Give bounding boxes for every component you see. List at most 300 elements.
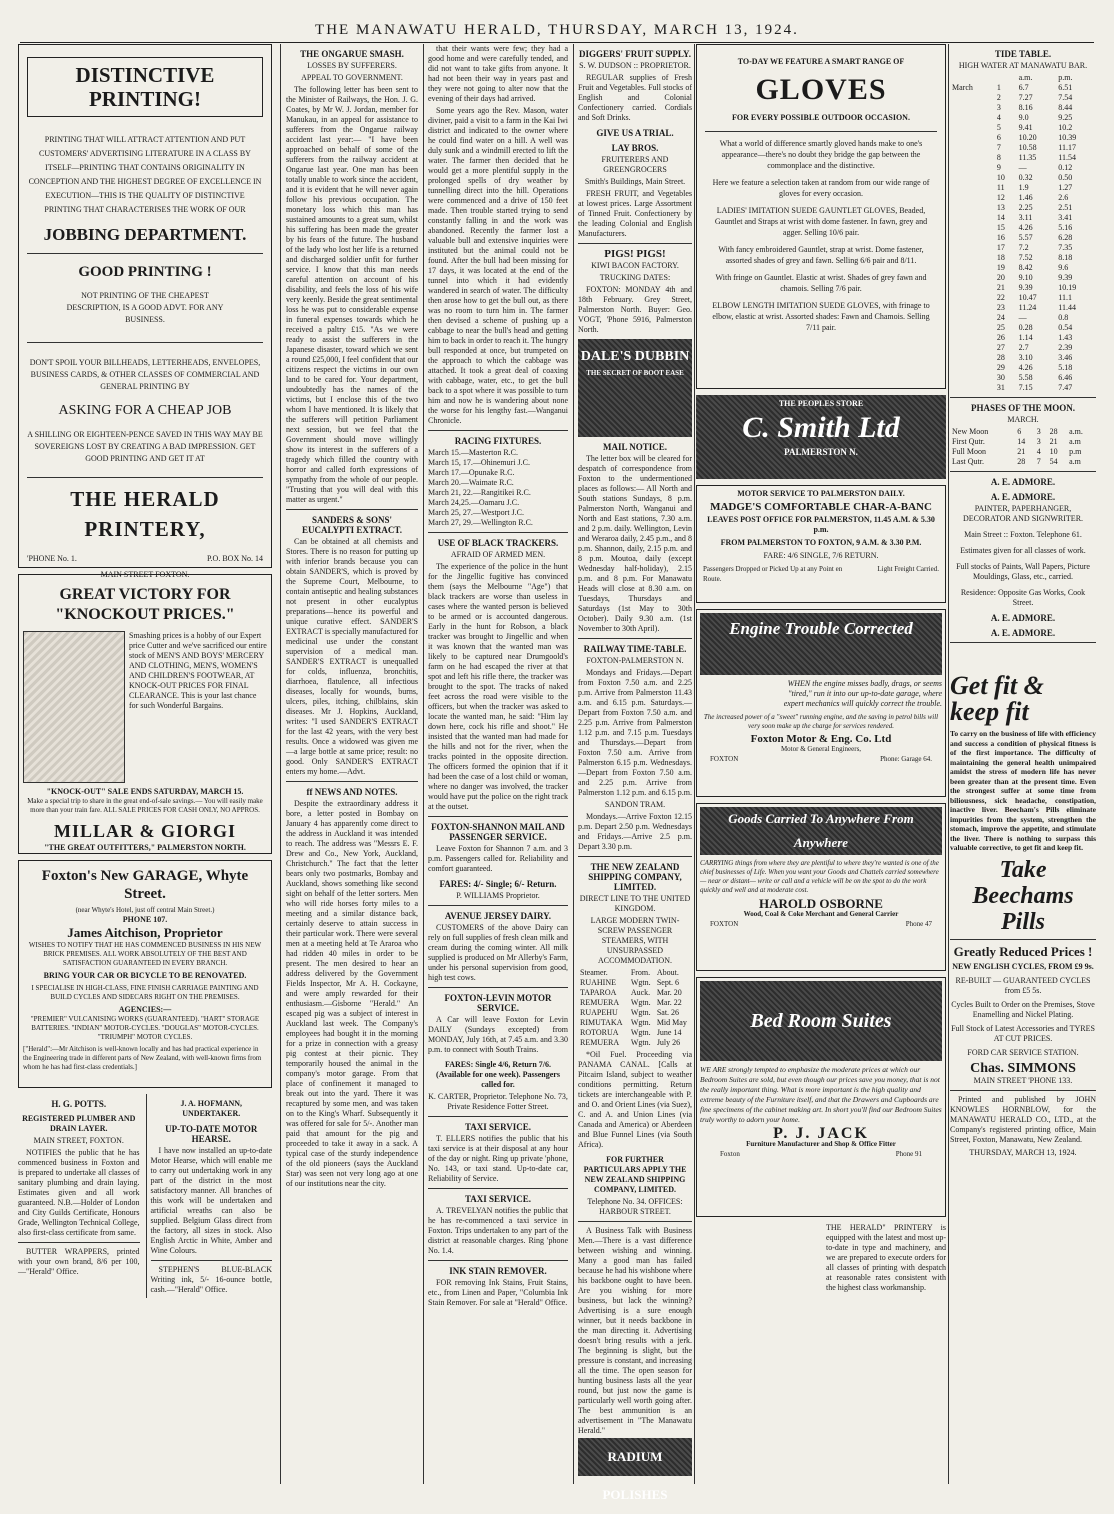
potts-sub: REGISTERED PLUMBER AND DRAIN LAYER. — [22, 1114, 136, 1133]
mail-body: The letter box will be cleared for despatch of correspondence from Foxton to the undermentioned places as follows:— All North and South stations Sundays, 8 p.m. Palmerston North, Wanganui and North and East stations, 7.30 a.m. and 2 p.m. daily. Wellington, Levin and Weraroa daily, 2.45 p.m., and 8 p.m. Shannon, daily, 2.15 p.m. and 8 p.m. Moutoa, daily (except Wednesday half-holiday), 2.15 p.m. and 8 p.m. For Manawatu Heads will close at 8.30 a.m. on Tuesdays, Thursdays and Saturdays (1st May to 30th October). Daily 9.30 a.m. (1st November to 30th April). — [578, 454, 692, 633]
table-cell: 23 — [996, 303, 1005, 312]
table-row — [950, 263, 1096, 273]
garage-near: (near Whyte's Hotel, just off central Main Street.) — [75, 906, 215, 914]
tide-month — [950, 373, 995, 383]
agency-list: "PREMIER" VULCANISING WORKS (GUARANTEED). "HART" STORAGE BATTERIES. "INDIAN" MOTOR-CYCLES. "DOUGLAS" MOTOR-CYCLES. "TRIUMPH" MOTOR CYCLES. — [30, 1015, 260, 1041]
table-cell: 1.46 — [1018, 193, 1033, 202]
table-cell: 6 — [996, 133, 1001, 142]
table-cell: 21 — [1017, 447, 1026, 456]
foxton-motor-addr: FOXTON — [710, 755, 739, 763]
table-cell: Mar. 22 — [656, 998, 682, 1007]
table-cell: 9.0 — [1018, 113, 1029, 122]
column-rule — [948, 44, 949, 1484]
tide-month — [950, 293, 995, 303]
shipping-title: THE NEW ZEALAND SHIPPING COMPANY, LIMITED. — [588, 862, 682, 892]
tide-month — [950, 273, 995, 283]
ship-notes: *Oil Fuel. Proceeding via PANAMA CANAL. [Calls at Pitcairn Island, subject to weather conditions permitting. Return tickets are interchangeable with P. and O. and Orient Lines (via Suez), C. and A. and Union Lines (via Canada and America) or Aberdeen and Blue Funnel Lines (via South Africa). — [578, 1050, 692, 1149]
table-cell: 10.58 — [1018, 143, 1037, 152]
tide-month — [950, 313, 995, 323]
table-cell: — — [1018, 163, 1027, 172]
table-row — [950, 253, 1096, 263]
table-cell: 0.50 — [1058, 173, 1073, 182]
cycles-rebuilt: RE-BUILT — GUARANTEED CYCLES from £5 5s. — [955, 975, 1091, 995]
table-cell: 30 — [996, 373, 1005, 382]
victory-body: Smashing prices is a hobby of our Expert price Cutter and we've sacrificed our entire stock of MEN'S AND BOYS' MERCERY AND CLOTHING, MEN'S, WOMEN'S AND CHILDREN'S FOOTWEAR, AT KNOCK-OUT PRICES FOR FINAL CLEARANCE. This is your last chance for such Wonderful Bargains. — [129, 631, 267, 710]
table-cell: 9.41 — [1018, 123, 1033, 132]
table-cell: 21 — [1049, 437, 1058, 446]
table-header: Steamer. — [580, 968, 608, 977]
garage-phone: PHONE 107. — [122, 915, 168, 924]
table-row — [950, 323, 1096, 333]
tide-month — [950, 173, 995, 183]
table-row — [950, 373, 1096, 383]
fruiterers: FRUITERERS AND GREENGROCERS — [601, 155, 669, 174]
garage-title: Foxton's New GARAGE, Whyte Street. — [41, 868, 249, 902]
table-cell: 18 — [996, 253, 1005, 262]
table-header: About. — [656, 968, 679, 977]
table-cell: Wgtn. — [630, 1018, 651, 1027]
table-cell: 28 — [1049, 427, 1058, 436]
table-cell: 2.6 — [1058, 193, 1069, 202]
gloves-fringe: With fringe on Gauntlet. Elastic at wrist. Shades of grey fawn and chamois. Selling 7/6 pair. — [715, 273, 927, 293]
table-cell: 5 — [996, 123, 1001, 132]
good-printing-heading: GOOD PRINTING ! — [78, 264, 212, 280]
table-cell: 16 — [996, 233, 1005, 242]
table-cell: 1.27 — [1058, 183, 1073, 192]
table-row — [950, 427, 1096, 437]
table-row — [950, 273, 1096, 283]
table-cell: 11 — [996, 183, 1005, 192]
tide-sub: HIGH WATER AT MANAWATU BAR. — [958, 61, 1088, 70]
tide-month — [950, 113, 995, 123]
table-cell: a.m — [1069, 437, 1081, 446]
table-row — [950, 293, 1096, 303]
tide-month — [950, 123, 995, 133]
tide-title: TIDE TABLE. — [994, 49, 1052, 59]
tide-month — [950, 243, 995, 253]
table-cell: Wgtn. — [630, 1008, 651, 1017]
bedroom-body: WE ARE strongly tempted to emphasize the moderate prices at which our Bedroom Suites are sold, but even though our prices save you money, that is not the really important thing. What is more important is the high quality and extreme beauty of the Furniture itself, and that the Drawers and Cupboards are fine specimens of the cabinet making art. In short you'll find our Bedroom Suites truly worthy to adorn your home. — [700, 1065, 942, 1124]
table-row — [950, 283, 1096, 293]
admore-name-4: A. E. ADMORE. — [990, 628, 1056, 638]
spoil-body: DON'T SPOIL YOUR BILLHEADS, LETTERHEADS, ENVELOPES, BUSINESS CARDS, & OTHER CLASSES OF COMMERCIAL AND GENERAL PRINTING BY — [29, 358, 261, 391]
shipping-body: LARGE MODERN TWIN-SCREW PASSENGER STEAMERS, WITH UNSURPASSED ACCOMMODATION. — [590, 916, 680, 965]
table-row — [950, 213, 1096, 223]
table-cell: New Moon — [952, 427, 989, 436]
table-cell: 11.1 — [1058, 293, 1072, 302]
dudson-body: REGULAR supplies of Fresh Fruit and Vegetables. Full stocks of English and Colonial Confectionery carried. Cordials and Soft Drinks. — [578, 73, 692, 122]
table-cell: p.m — [1069, 447, 1082, 456]
table-cell: Wgtn. — [630, 1038, 651, 1047]
tide-month — [950, 333, 995, 343]
table-cell: 1.43 — [1058, 333, 1073, 342]
simmons-name: Chas. SIMMONS — [970, 1060, 1076, 1076]
garage-body: WISHES TO NOTIFY THAT HE HAS COMMENCED BUSINESS IN HIS NEW BRICK PREMISES. ALL WORK ABSOLUTELY OF THE BEST AND SATISFACTION GUARANTEED IN EVERY BRANCH. — [28, 941, 262, 967]
foxton-motor-sub: Motor & General Engineers, — [780, 745, 862, 753]
printery-address: MAIN STREET FOXTON. — [100, 570, 190, 579]
tide-month — [950, 323, 995, 333]
racing-title: RACING FIXTURES. — [454, 436, 542, 446]
lay-bros: LAY BROS. — [611, 143, 659, 153]
specialise: I SPECIALISE IN HIGH-CLASS, FINE FINISH CARRIAGE PAINTING AND BUILD CYCLES AND SIDECARS RIGHT ON THE PREMISES. — [31, 984, 259, 1001]
news-body: Despite the extraordinary address it bore, a letter posted in Bombay on January 4 has apparently come direct to the address in Auckland it was intended to reach. The address was "Messrs E. F. Drew and Co., New York, Auckland, Christchurch." The fact that the letter bears only two postmarks, Bombay and Auckland, shows something like second sight on behalf of the letter sorters. Men who will ride horses forty miles to a meeting and a similar distance back, certainly deserve to attain success in their particular work. There were several men at a meeting held at Te Araroa who had ridden 40 miles in order to be present. The men desired to hear an address delivered by the Government Fields Inspector, Mr A. H. Cockayne, and were amply rewarded for their enthusiasm.—Gisborne "Herald." An escaped pig was a subject of interest in Auckland last week. The Company's employees had bought it in the morning for a prize in connection with a greasy pig contest at their picnic. They temporarily housed the animal in the company's motor garage. From that place of confinement it managed to break out into the yard. There it was recaptured by some men, and was taken on to the King's Wharf. Subsequently it was offered for sale for 5/-. Another man paid that amount for the pig and proceeded to take it away in a sack. A typical case of the sturdy independence of the old pioneers (says the Auckland Star) was seen not very long ago at one of our institutions near the city. — [286, 799, 418, 1188]
ongarue-sub2: APPEAL TO GOVERNMENT. — [301, 73, 403, 82]
table-cell: 9.39 — [1018, 283, 1033, 292]
printery-phone: 'PHONE No. 1. — [27, 554, 77, 563]
herald-note: ["Herald":—Mr Aitchison is well-known locally and has had practical experience in the Engineering trade in different parts of New Zealand, with well-known firms from whom he has had first-class credentials.] — [23, 1045, 262, 1071]
printery-pobox: P.O. BOX No. 14 — [206, 554, 263, 563]
boxer-illustration — [23, 631, 125, 783]
table-cell: 2.39 — [1058, 343, 1073, 352]
masthead: THE MANAWATU HERALD, THURSDAY, MARCH 13, 1924. — [20, 22, 1094, 43]
table-cell: Wgtn. — [630, 998, 651, 1007]
table-row — [950, 133, 1096, 143]
table-cell: ROTORUA — [580, 1028, 619, 1037]
table-cell: Sat. 26 — [656, 1008, 680, 1017]
table-cell: 3.10 — [1018, 353, 1033, 362]
sanders-title: SANDERS & SONS' EUCALYPTI EXTRACT. — [301, 515, 403, 535]
shipping-apply: FOR FURTHER PARTICULARS APPLY THE NEW ZEALAND SHIPPING COMPANY, LIMITED. — [583, 1155, 687, 1194]
table-row — [950, 353, 1096, 363]
table-cell: 2.25 — [1018, 203, 1033, 212]
gloves-occasion: FOR EVERY POSSIBLE OUTDOOR OCCASION. — [732, 113, 910, 122]
herald-printery-notice: THE HERALD" PRINTERY is equipped with the latest and most up-to-date in type and machinery, and we are prepared to execute orders for all classes of printing with despatch at reasonable rates consistent with the highest class workmanship. — [826, 1223, 946, 1292]
tide-month — [950, 383, 995, 393]
table-cell: 11.24 — [1018, 303, 1037, 312]
tide-month — [950, 213, 995, 223]
potts-body: NOTIFIES the public that he has commenced business in Foxton and is prepared to undertake all classes of sanitary plumbing and drain laying. Estimates given and all work guaranteed. N.B.—Holder of London and City Guilds Certificate, Honours Grade, Wellington Technical College, also first-class certificate from same. — [18, 1148, 140, 1237]
tide-month — [950, 193, 995, 203]
table-row — [950, 437, 1096, 447]
gloves-intro: TO-DAY WE FEATURE A SMART RANGE OF — [737, 57, 905, 66]
table-cell: 7.35 — [1058, 243, 1073, 252]
table-cell: 6.7 — [1018, 83, 1029, 92]
jack-sub: Furniture Manufacturer and Shop & Office Fitter — [746, 1140, 896, 1148]
dudson: S. W. DUDSON :: PROPRIETOR. — [579, 61, 691, 70]
table-cell: 0.32 — [1018, 173, 1033, 182]
table-cell: 2.51 — [1058, 203, 1073, 212]
engine-note: The increased power of a "sweet" running engine, and the saving in petrol bills will very soon make up the charge for services rendered. — [703, 713, 939, 730]
column-rule — [423, 44, 424, 1484]
madge-advert — [696, 485, 946, 603]
table-row — [950, 457, 1096, 467]
table-cell: Wgtn. — [630, 978, 651, 987]
table-cell: 9.39 — [1058, 273, 1073, 282]
table-header: p.m. — [1058, 73, 1073, 82]
table-header — [995, 73, 1017, 83]
kiwi-bacon: KIWI BACON FACTORY. — [591, 261, 679, 270]
racing-item: March 15.—Masterton R.C. — [428, 448, 518, 457]
table-cell: 8.16 — [1018, 103, 1033, 112]
table-cell: 6 — [1017, 427, 1022, 436]
foxton-shannon-fares: FARES: 4/- Single; 6/- Return. — [439, 879, 557, 889]
jobbing-heading: JOBBING DEPARTMENT. — [43, 225, 247, 244]
table-cell: 9 — [996, 163, 1001, 172]
tide-month — [950, 163, 995, 173]
table-row — [950, 447, 1096, 457]
give-trial: GIVE US A TRIAL. — [596, 128, 674, 138]
table-cell: REMUERA — [580, 998, 620, 1007]
goods-heading: Goods Carried To Anywhere From Anywhere — [700, 807, 942, 855]
tide-month — [950, 283, 995, 293]
ongarue-title: THE ONGARUE SMASH. — [300, 49, 404, 59]
tide-table — [950, 73, 1096, 393]
simmons-addr: MAIN STREET 'PHONE 133. — [973, 1075, 1073, 1085]
rail-sub: FOXTON-PALMERSTON N. — [586, 656, 684, 665]
jersey-title: AVENUE JERSEY DAIRY. — [444, 911, 552, 921]
hofmann-advert — [146, 1094, 273, 1298]
table-cell: 11.17 — [1058, 143, 1076, 152]
table-cell: Full Moon — [952, 447, 987, 456]
carter: K. CARTER, Proprietor. Telephone No. 73, Private Residence Fotter Street. — [428, 1092, 568, 1111]
millar-sub: "THE GREAT OUTFITTERS," PALMERSTON NORTH. — [44, 843, 246, 852]
table-cell: 1 — [996, 83, 1001, 92]
madge-leaves: LEAVES POST OFFICE FOR PALMERSTON, 11.45 A.M. & 5.30 p.m. — [707, 515, 935, 534]
tide-month — [950, 303, 995, 313]
table-cell: 8.18 — [1058, 253, 1073, 262]
diggers-title: DIGGERS' FRUIT SUPPLY. — [579, 49, 691, 59]
table-row — [578, 998, 692, 1008]
tide-month — [950, 143, 995, 153]
osborne-addr: FOXTON — [710, 920, 739, 928]
shipping-tel: Telephone No. 34. OFFICES: HARBOUR STREET. — [587, 1197, 683, 1216]
table-cell: 2 — [996, 93, 1001, 102]
cycles-new: NEW ENGLISH CYCLES, FROM £9 9s. — [952, 961, 1094, 971]
table-row — [578, 978, 692, 988]
table-row — [950, 383, 1096, 393]
millar-name: MILLAR & GIORGI — [53, 821, 236, 841]
victory-title: GREAT VICTORY FOR "KNOCKOUT PRICES." — [55, 586, 235, 623]
table-row — [950, 363, 1096, 373]
table-row — [950, 223, 1096, 233]
table-cell: 21 — [996, 283, 1005, 292]
table-cell: 2.7 — [1018, 343, 1029, 352]
dales-secret: THE SECRET OF BOOT EASE — [586, 369, 684, 377]
column-6 — [950, 44, 1096, 1484]
table-cell: 12 — [996, 193, 1005, 202]
agencies-label: AGENCIES:— — [118, 1005, 172, 1014]
foxton-shannon-body: Leave Foxton for Shannon 7 a.m. and 3 p.m. Passengers called for. Reliability and comfort guaranteed. — [428, 844, 568, 873]
tide-month: March — [952, 83, 973, 92]
racing-list — [428, 448, 568, 528]
table-cell: 5.57 — [1018, 233, 1033, 242]
table-cell: 17 — [996, 243, 1005, 252]
madge-fare: FARE: 4/6 SINGLE, 7/6 RETURN. — [763, 551, 879, 560]
levin-fares: FARES: Single 4/6, Return 7/6. (Available for one week). Passengers called for. — [436, 1060, 560, 1089]
potts-name: H. G. POTTS. — [51, 1099, 107, 1109]
foxton-motor-advert — [696, 609, 946, 797]
tide-month — [950, 183, 995, 193]
table-header: From. — [630, 968, 651, 977]
racing-item: March 24,25.—Oamaru J.C. — [428, 498, 520, 507]
gloves-body2: Here we feature a selection taken at random from our wide range of gloves for every occasion. — [712, 178, 930, 198]
imprint: Printed and published by JOHN KNOWLES HORNBLOW, for the MANAWATU HERALD CO., LTD., at the Company's registered printing office, Main Street, Foxton, Manawatu, New Zealand. — [950, 1094, 1096, 1144]
table-cell: 9.25 — [1058, 113, 1073, 122]
column-rule — [573, 44, 574, 1484]
table-cell: 27 — [996, 343, 1005, 352]
table-row — [950, 143, 1096, 153]
trackers-sub: AFRAID OF ARMED MEN. — [450, 550, 546, 559]
column-rule — [280, 44, 281, 1484]
gloves-body1: What a world of difference smartly gloved hands make to one's appearance—there's no doubt they bridge the gap between the commonplace and the distinctive. — [719, 139, 923, 170]
business-talk: A Business Talk with Business Men.—There is a vast difference between wishing and winning. Many a good man has failed because he had his wishbone where his backbone ought to have been. Are you wishing for more business, but lack the winning? Advertising is a sure enough winner, but it needs backbone in the man directing it. Advertising doesn't bring results with a jerk. The beginning is slight, but the pressure is constant, and increasing all the time. The open season for hunting business lasts all the year round, but just now the game is particularly well worth going after. The best ammunition is an advertisement in "The Manawatu Herald." — [578, 1226, 692, 1435]
table-row — [578, 1028, 692, 1038]
table-row — [950, 183, 1096, 193]
bull-story: Some years ago the Rev. Mason, water diviner, paid a visit to a farm in the Kai Iwi district and indicated to the owner where he could find water on a hill. A well was duly sunk and a windmill erected to lift the water. The farmer then decided that he would get a more plentiful supply in the prolonged spells of dry weather by tunnelling direct into the hill. Operations were commenced and a drive of 150 feet made. Then trouble started trying to send constantly falling in and the work was abandoned. Recently the farmer lost a valuable bull and extensive inquiries were instituted but the animal could not be found. After the bull had been missing for 17 days, it was located at the end of the tunnel into which it had evidently wandered in search of water. The difficulty then arose how to get the bull out, as there was no room to turn him in. The farmer then devised a scheme of pushing up a cabbage to near the bull's head and getting him to back in order to reach it. The hungry bull responded at once, but trumpeted on the approach to which the cabbage was attached. It took a great deal of coaxing with cabbage, water, etc., to get the bull back to a spot where it was possible to turn him and now he is wandering about none the worse for his lengthy fast.—Wanganui Chronicle. — [428, 106, 568, 425]
smith-place: PALMERSTON N. — [784, 447, 858, 457]
table-cell: 4 — [1036, 447, 1041, 456]
jack-phone: Phone 91 — [895, 1150, 922, 1158]
tide-month — [950, 203, 995, 213]
racing-item: March 20.—Waimate R.C. — [428, 478, 514, 487]
table-cell: REMUERA — [580, 1038, 620, 1047]
tide-month — [950, 153, 995, 163]
table-cell: 22 — [996, 293, 1005, 302]
table-cell: 3.46 — [1058, 353, 1073, 362]
table-cell: 20 — [996, 273, 1005, 282]
table-cell: Mar. 20 — [656, 988, 682, 997]
table-row — [950, 203, 1096, 213]
table-row — [578, 1038, 692, 1048]
ships-table — [578, 968, 692, 1048]
admore-name-2: A. E. ADMORE. — [990, 492, 1056, 502]
tide-month — [950, 223, 995, 233]
tide-month — [950, 363, 995, 373]
table-cell: 4 — [996, 113, 1001, 122]
table-cell: 5.58 — [1018, 373, 1033, 382]
table-row — [950, 153, 1096, 163]
table-row — [950, 83, 1096, 93]
table-cell: 8 — [996, 153, 1001, 162]
bedroom-heading: Bed Room Suites — [700, 981, 942, 1061]
admore-name: A. E. ADMORE. — [990, 477, 1056, 487]
table-row — [950, 193, 1096, 203]
table-cell: 26 — [996, 333, 1005, 342]
admore-res: Residence: Opposite Gas Works, Cook Street. — [960, 588, 1086, 607]
table-cell: 7.47 — [1058, 383, 1073, 392]
madge-name: MADGE'S COMFORTABLE CHAR-A-BANC — [710, 501, 932, 513]
printing-body: PRINTING THAT WILL ATTRACT ATTENTION AND PUT CUSTOMERS' ADVERTISING LITERATURE IN A CLASS BY ITSELF—PRINTING THAT CONTAINS ORIGINALITY IN CONCEPTION AND THE HIGHEST DEGREE OF EXCELLENCE IN EXECUTION—THIS IS THE QUALITY OF DISTINCTIVE PRINTING THAT CHARACTERISES THE WORK OF OUR — [28, 135, 262, 214]
gloves-elbow: ELBOW LENGTH IMITATION SUEDE GLOVES, with frinage to elbow, elastic at wrist. Assorted shades: Fawn and Chamois. Selling 7/11 pair. — [712, 301, 930, 332]
beecham-take: Take Beechams Pills — [972, 856, 1074, 935]
mail-title: MAIL NOTICE. — [602, 442, 667, 452]
racing-item: March 17.—Opunake R.C. — [428, 468, 515, 477]
jack-name: P. J. JACK — [773, 1125, 869, 1142]
osborne-sub: Wood, Coal & Coke Merchant and General Carrier — [743, 910, 899, 918]
table-cell: 10.19 — [1058, 283, 1077, 292]
table-cell: 14 — [996, 213, 1005, 222]
table-cell: 0.12 — [1058, 163, 1073, 172]
table-row — [950, 303, 1096, 313]
foxton-motor-name: Foxton Motor & Eng. Co. Ltd — [750, 733, 892, 745]
tide-month — [950, 93, 995, 103]
table-cell: 3 — [1036, 437, 1041, 446]
table-cell: 0.54 — [1058, 323, 1073, 332]
table-cell: 1.14 — [1018, 333, 1033, 342]
racing-item: March 27, 29.—Wellington R.C. — [428, 518, 533, 527]
admore-est: Estimates given for all classes of work. — [960, 546, 1086, 555]
garage-advert — [18, 860, 272, 1088]
good-printing-body: NOT PRINTING OF THE CHEAPEST DESCRIPTION, IS A GOOD ADVT. FOR ANY BUSINESS. — [66, 291, 224, 324]
admore-name-3: A. E. ADMORE. — [990, 613, 1056, 623]
table-cell: 7 — [996, 143, 1001, 152]
table-row — [578, 988, 692, 998]
smith-name: C. Smith Ltd — [742, 411, 900, 444]
table-cell: 10.47 — [1018, 293, 1037, 302]
trucking-body: FOXTON: MONDAY 4th and 18th February. Grey Street, Palmerston North. Buyer: Geo. VOGT, 'Phone 5916, Palmerston North. — [578, 285, 692, 334]
ford-service: FORD CAR SERVICE STATION. — [967, 1047, 1079, 1057]
table-cell: 10 — [996, 173, 1005, 182]
table-cell: 7.52 — [1018, 253, 1033, 262]
engine-body: WHEN the engine misses badly, drags, or seems "tired," run it into our up-to-date garage, where expert mechanics will quickly correct the trouble. — [783, 679, 942, 708]
levin-body: A Car will leave Foxton for Levin DAILY (Sundays excepted) from MONDAY, July 16th, at 7.45 a.m. and 3.30 p.m. to connect with South Trains. — [428, 1015, 568, 1054]
phases-title: PHASES OF THE MOON. — [970, 403, 1075, 413]
table-cell: 54 — [1049, 457, 1058, 466]
table-cell: 14 — [1017, 437, 1026, 446]
accessories: Full Stock of Latest Accessories and TYRES AT CUT PRICES. — [951, 1023, 1095, 1043]
tide-month — [950, 103, 995, 113]
table-cell: 28 — [1017, 457, 1026, 466]
gloves-heading: GLOVES — [755, 73, 887, 106]
tram-title: SANDON TRAM. — [604, 800, 666, 809]
table-cell: 3 — [996, 103, 1001, 112]
tide-month — [950, 133, 995, 143]
taxi2-body: A. TREVELYAN notifies the public that he has re-commenced a taxi service in Foxton. Trips undertaken to any part of the district at reasonable charges. Ring 'phone No. 1.4. — [428, 1206, 568, 1255]
table-cell: 9.6 — [1058, 263, 1069, 272]
tide-month — [950, 253, 995, 263]
levin-title: FOXTON-LEVIN MOTOR SERVICE. — [444, 993, 552, 1013]
table-row — [950, 233, 1096, 243]
table-cell: a.m. — [1069, 427, 1083, 436]
table-cell: a.m — [1069, 457, 1081, 466]
ongarue-body: The following letter has been sent to the Minister of Railways, the Hon. J. G. Coates, by Mr W. J. Jordan, member for Manukau, in an appeal for assistance to sufferers from the Ongarue railway accident last year:— "I have been approached on behalf of some of the sufferers from the railway accident at Ongarue last year. One man has been totally unable to work since the accident, and it is evident that he will never again follow his previous occupation. The monetary loss which this man has sustained amounts to a great sum, whilst his suffering has been made the greater by his fears of the future. The husband of the lady who lost her life is a returned and discharged soldier unfit for further service. I know that this man needs careful attention on account of his disability, and feels the loss of his wife very keenly. Beside the great sentimental loss he was put to considerable expense in funeral expenses towards which he received a paltry £15. "As we were ready to assist the sufferers in the Japanese disaster, toward which we sent a round £25,000, I feel confident that our citizens respect the victims in our own land to be cared for. Your department, undoubtedly has the names of the victims, but I enclose this of the two whom I have mentioned. It is likely that the sufferers will petition Parliament next session, but we feel that the Government should move willingly show its interest in the sufferers of a tragedy which filled the country with horror and called forth expressions of sympathy from the whole of our people. "Trusting that you will deal with this matter as urgent." — [286, 85, 418, 504]
ink-body: FOR removing Ink Stains, Fruit Stains, etc., from Linen and Paper, "Columbia Ink Stain Remover. For sale at "Herald" Office. — [428, 1278, 568, 1307]
column-3 — [428, 44, 568, 1484]
table-cell: 7.54 — [1058, 93, 1073, 102]
cycles-built: Cycles Built to Order on the Premises, Stove Enamelling and Nickel Plating. — [951, 999, 1095, 1019]
racing-item: March 25, 27.—Westport J.C. — [428, 508, 525, 517]
foxton-motor-phone: Phone: Garage 64. — [880, 755, 932, 763]
tram-body: Mondays.—Arrive Foxton 12.15 p.m. Depart 2.50 p.m. Wednesdays and Fridays.—Arrive 2.5 p.m. Depart 3.30 p.m. — [578, 812, 692, 851]
millar-giorgi-advert — [18, 574, 272, 854]
tide-month — [950, 263, 995, 273]
table-cell: 11.44 — [1058, 303, 1076, 312]
table-cell: First Qutr. — [952, 437, 985, 446]
lay-body: FRESH FRUIT, and Vegetables at lowest prices. Large Assortment of Tinned Fruit. Confectionery by the leading Colonial and English Manufacturers. — [578, 189, 692, 238]
smith-top: THE PEOPLES STORE — [778, 399, 864, 408]
madge-from: FROM PALMERSTON TO FOXTON, 9 A.M. & 3.30 P.M. — [720, 538, 922, 547]
goods-body: CARRYING things from where they are plentiful to where they're wanted is one of the chief businesses of Life. When you want your Goods and Chattels carried somewhere — near or distant— write or call and a vehicle will be on the spot to do the work quickly and well and at moderate cost. — [700, 859, 939, 894]
rail-body: Mondays and Fridays.—Depart from Foxton 7.50 a.m. and 2.25 p.m. Arrive from Palmerston 11.43 a.m. and 6.15 p.m. Saturdays.—Depart from Foxton 7.50 a.m. and 2.25 p.m. Arrive from Palmerston 1.12 p.m. and 7.15 p.m. Tuesdays and Thursdays.—Depart from Foxton 7.50 a.m. Arrive from Palmerston 6.15 p.m. Wednesdays.—Depart from Foxton 7.50 a.m. and 2.25 p.m. Arrive from Palmerston 1.12 p.m. and 6.15 p.m. — [578, 668, 692, 797]
taxi2-title: TAXI SERVICE. — [464, 1194, 532, 1204]
table-cell: TAPAROA — [580, 988, 617, 997]
table-cell: 0.8 — [1058, 313, 1069, 322]
cheap-job-heading: ASKING FOR A CHEAP JOB — [58, 403, 232, 418]
osborne-phone: Phone 47 — [905, 920, 932, 928]
taxi-title: TAXI SERVICE. — [464, 1122, 532, 1132]
news-title: ff NEWS AND NOTES. — [306, 787, 398, 797]
imprint-date: THURSDAY, MARCH 13, 1924. — [969, 1147, 1077, 1157]
table-cell: 3.11 — [1018, 213, 1033, 222]
butter-wrappers: BUTTER WRAPPERS, printed with your own brand, 8/6 per 100, —"Herald" Office. — [18, 1247, 140, 1276]
madge-freight: Light Freight Carried. — [877, 565, 939, 573]
madge-passengers: Passengers Dropped or Picked Up at any Point en Route. — [703, 565, 843, 583]
beecham-body: To carry on the business of life with efficiency and success a condition of physical fitness is of the first importance. The difficulty of maintaining the general health unimpaired amidst the stress of modern life has never been greater than at the present time. Even the strongest suffer at some time from biliousness, sick headache, constipation, inactive liver. Beecham's Pills eliminate impurities from the system, strengthen the stomach, improve the appetite, and stimulate the liver. There is nothing to surpass this valuable corrective, to get fit and keep fit. — [950, 729, 1096, 852]
table-cell: 31 — [996, 383, 1005, 392]
table-cell: 13 — [996, 203, 1005, 212]
table-cell: 10 — [1049, 447, 1058, 456]
table-cell: — — [1018, 313, 1027, 322]
